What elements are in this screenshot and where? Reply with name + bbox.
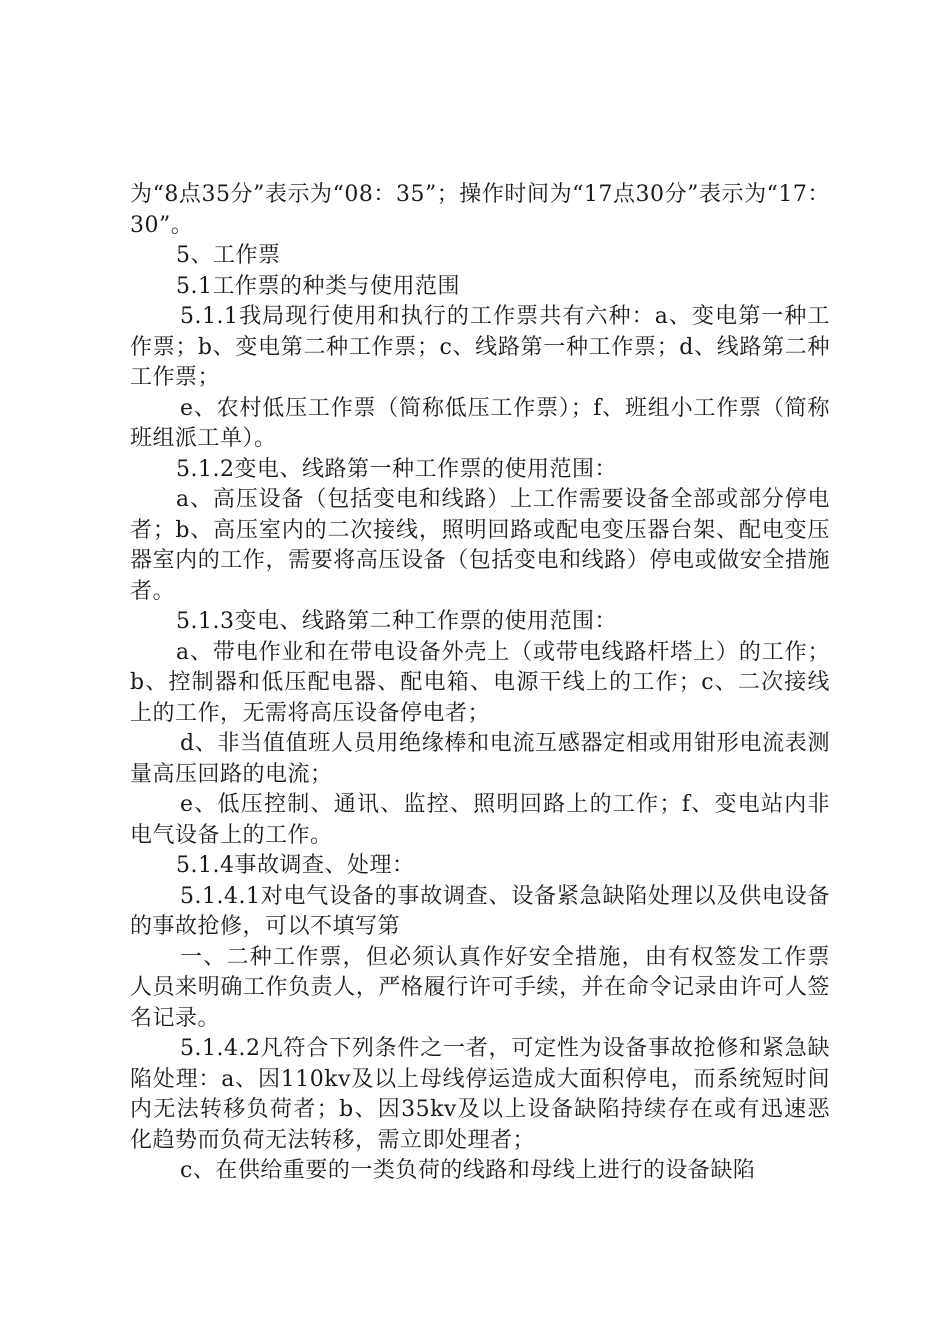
paragraph-time-format: 为“8点35分”表示为“08：35”；操作时间为“17点30分”表示为“17：30”。 [130, 182, 830, 238]
heading-work-ticket: 5、工作票 [176, 243, 281, 268]
paragraph-5-1-1-cont: e、农村低压工作票（简称低压工作票）；f、班组小工作票（简称班组派工单）。 [130, 395, 830, 451]
heading-5-1-2: 5.1.2变电、线路第一种工作票的使用范围： [176, 456, 617, 482]
paragraph-5-1-4-1-cont: 一、二种工作票，但必须认真作好安全措施，由有权签发工作票人员来明确工作负责人，严格履行许可手续，并在命令记录由许可人签名记录。 [130, 944, 830, 1031]
paragraph-5-1-4-2: 5.1.4.2凡符合下列条件之一者，可定性为设备事故抢修和紧急缺陷处理：a、因110kv及以上母线停运造成大面积停电，而系统短时间内无法转移负荷者；b、因35kv及以上设备缺陷持续存在或有迅速恶化趋势而负荷无法转移，需立即处理者； [130, 1036, 830, 1153]
paragraph-5-1-3-body: a、带电作业和在带电设备外壳上（或带电线路杆塔上）的工作；b、控制器和低压配电器、配电箱、电源干线上的工作；c、二次接线上的工作，无需将高压设备停电者； [130, 639, 830, 726]
heading-ticket-types: 5.1工作票的种类与使用范围 [176, 273, 460, 299]
paragraph-5-1-3-e: e、低压控制、通讯、监控、照明回路上的工作；f、变电站内非电气设备上的工作。 [130, 792, 830, 848]
heading-5-1-4: 5.1.4事故调查、处理： [176, 853, 415, 878]
paragraph-5-1-2-body: a、高压设备（包括变电和线路）上工作需要设备全部或部分停电者；b、高压室内的二次接线，照明回路或配电变压器台架、配电变压器室内的工作，需要将高压设备（包括变电和线路）停电或做安全措施者。 [130, 487, 830, 604]
document-body [130, 180, 830, 1187]
paragraph-5-1-4-2-c: c、在供给重要的一类负荷的线路和母线上进行的设备缺陷 [180, 1158, 756, 1183]
paragraph-5-1-4-1: 5.1.4.1对电气设备的事故调查、设备紧急缺陷处理以及供电设备的事故抢修，可以不填写第 [130, 883, 830, 939]
paragraph-5-1-1: 5.1.1我局现行使用和执行的工作票共有六种：a、变电第一种工作票；b、变电第二种工作票；c、线路第一种工作票；d、线路第二种工作票； [130, 304, 830, 390]
heading-5-1-3: 5.1.3变电、线路第二种工作票的使用范围： [176, 609, 617, 634]
paragraph-5-1-3-d: d、非当值值班人员用绝缘棒和电流互感器定相或用钳形电流表测量高压回路的电流； [130, 731, 830, 787]
